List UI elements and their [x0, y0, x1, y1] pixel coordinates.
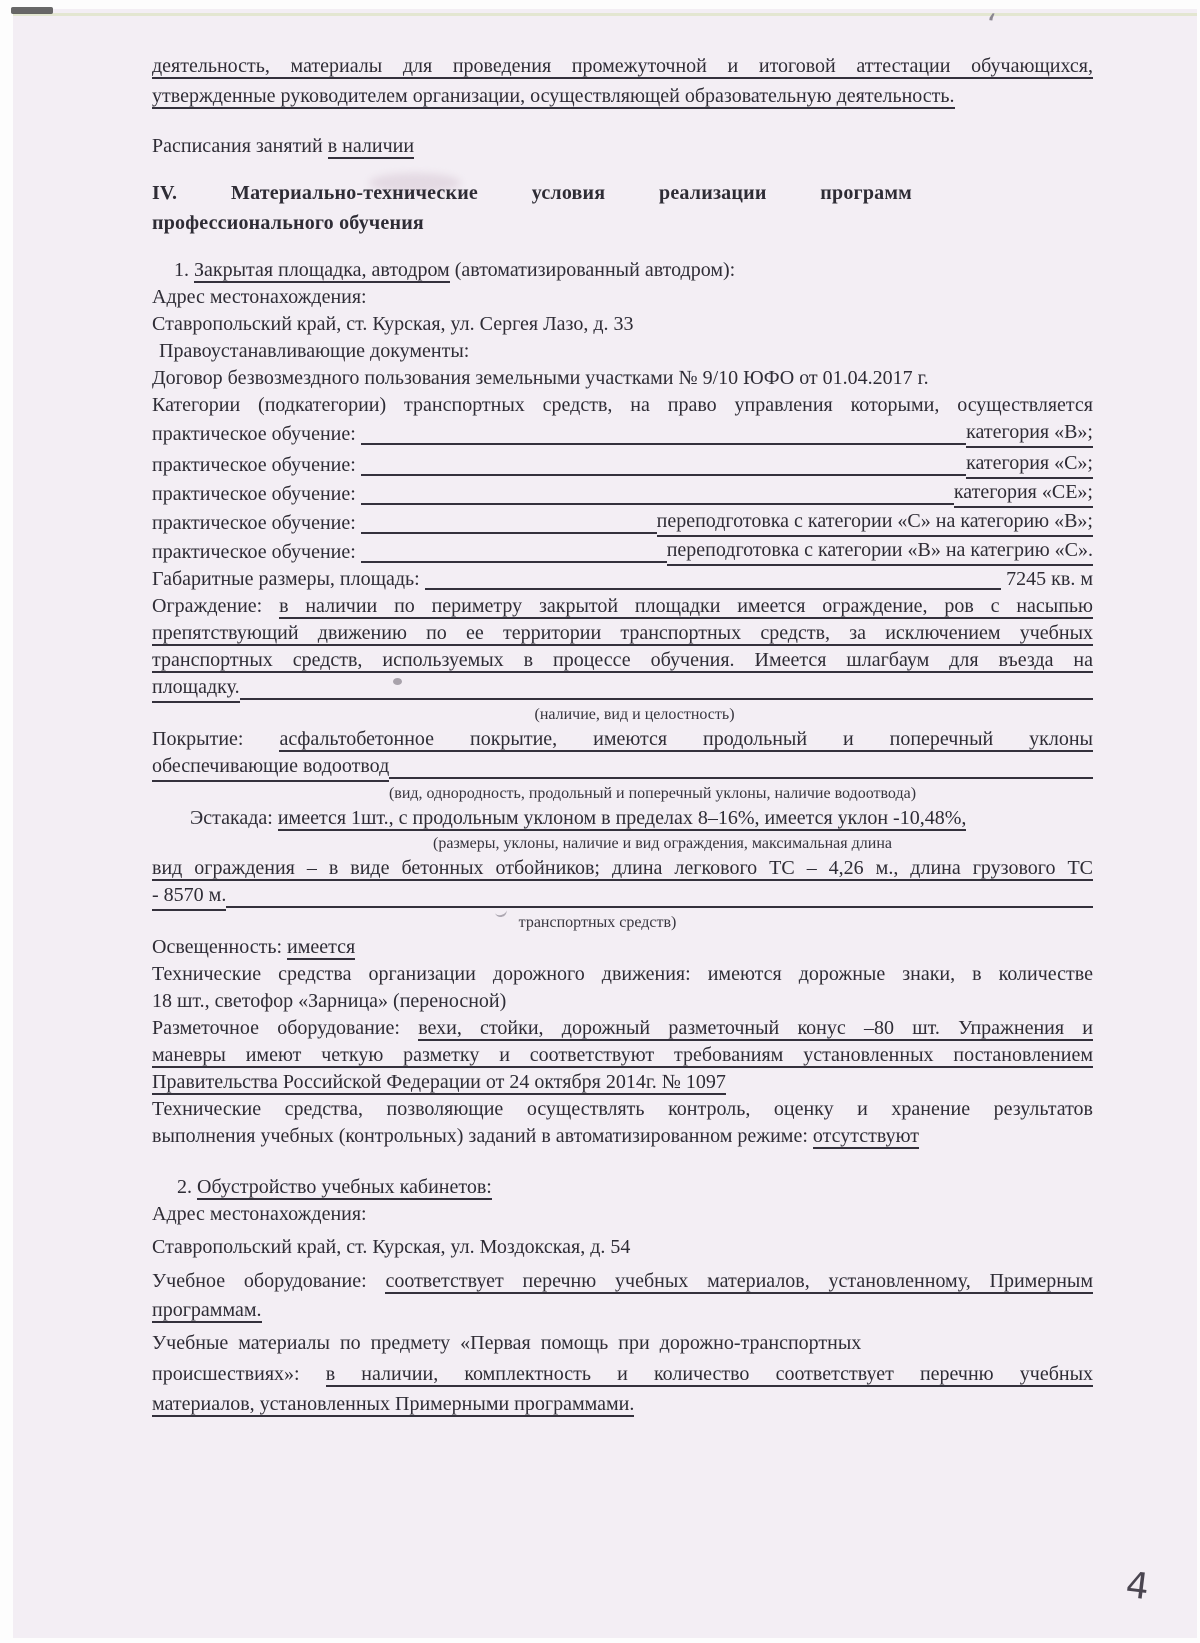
- text-segment: обеспечивающие водоотвод: [152, 753, 389, 782]
- blank-underline: [361, 474, 966, 476]
- blank-underline: [361, 532, 657, 534]
- text-segment: утвержденные руководителем организации, осуществляющей образовательную деятельность.: [152, 85, 955, 107]
- text-segment: категория «В»;: [966, 419, 1093, 448]
- handwritten-tick-mark: ʻ: [983, 7, 998, 44]
- line-address-label-1: [152, 284, 1093, 311]
- text-segment: (автоматизированный автодром):: [449, 259, 736, 281]
- document-body: [152, 53, 1093, 1418]
- text-segment: практическое обучение:: [152, 512, 361, 534]
- line-guardrail-1: [152, 855, 1093, 882]
- line-item2-title: [152, 1174, 1093, 1201]
- text-segment: Учебное оборудование:: [152, 1270, 386, 1292]
- text-segment: категория «СЕ»;: [954, 479, 1093, 508]
- text-segment: маневры имеют четкую разметку и соответствуют требованиям установленных постановлением: [152, 1044, 1093, 1066]
- line-intro-1: [152, 53, 1093, 80]
- text-segment: в наличии по периметру закрытой площадки имеется ограждение, ров с насыпью: [279, 595, 1093, 617]
- line-address-1: [152, 311, 1093, 338]
- text-segment: деятельность, материалы для проведения промежуточной и итоговой аттестации обучающихся,: [152, 55, 1093, 77]
- caption-fence: [164, 703, 1105, 726]
- line-materials-3: [152, 1391, 1093, 1418]
- text-segment: выполнения учебных (контрольных) заданий в автоматизированном режиме:: [152, 1125, 813, 1147]
- text-segment: категория «С»;: [966, 450, 1093, 479]
- line-address-label-2: [152, 1201, 1093, 1228]
- text-segment: Ставропольский край, ст. Курская, ул. Сергея Лазо, д. 33: [152, 313, 634, 335]
- text-segment: материалов, установленных Примерными программами.: [152, 1393, 635, 1415]
- caption-overpass-1: [192, 832, 1133, 855]
- line-traffic-control-2: [152, 988, 1093, 1015]
- text-segment: программам.: [152, 1299, 262, 1321]
- line-materials-1: [152, 1330, 1093, 1357]
- line-training-retrain-b-to-c: [152, 537, 1093, 566]
- text-segment: переподготовка с категории «С» на категорию «В»;: [657, 508, 1093, 537]
- line-training-category-b: [152, 419, 1093, 448]
- text-segment: Технические средства, позволяющие осуществлять контроль, оценку и хранение результатов: [152, 1098, 1093, 1120]
- text-segment: 7245 кв. м: [1001, 568, 1093, 590]
- text-segment: Правоустанавливающие документы:: [159, 340, 470, 362]
- text-segment: Технические средства организации дорожного движения: имеются дорожные знаки, в количестве: [152, 963, 1093, 985]
- text-segment: практическое обучение:: [152, 423, 361, 445]
- line-title-docs-value: [152, 365, 1093, 392]
- text-segment: Расписания занятий: [152, 135, 328, 157]
- text-segment: имеется: [287, 936, 356, 958]
- line-dimensions-area: [152, 566, 1093, 593]
- handwritten-page-number: 4: [1123, 1564, 1152, 1609]
- line-surface-2: [152, 753, 1093, 782]
- line-training-category-c: [152, 450, 1093, 479]
- line-overpass: [152, 805, 1093, 832]
- heading-section-iv-line1: [152, 180, 912, 207]
- text-segment: Разметочное оборудование:: [152, 1017, 419, 1039]
- line-surface-1: [152, 726, 1093, 753]
- line-materials-2: [152, 1361, 1093, 1388]
- text-segment: Освещенность:: [152, 936, 287, 958]
- text-segment: практическое обучение:: [152, 483, 361, 505]
- blank-underline: [361, 561, 667, 563]
- line-address-2: [152, 1234, 1093, 1261]
- blank-underline: [226, 906, 1093, 908]
- blank-underline: [240, 698, 1093, 700]
- line-marking-equipment-1: [152, 1015, 1093, 1042]
- text-segment: практическое обучение:: [152, 454, 361, 476]
- line-auto-control-2: [152, 1123, 1093, 1150]
- text-segment: происшествиях»:: [152, 1363, 326, 1385]
- text-segment: (вид, однородность, продольный и поперечный уклоны, наличие водоотвода): [388, 785, 917, 802]
- text-segment: в наличии: [327, 135, 415, 157]
- text-segment: 2.: [177, 1176, 197, 1198]
- line-training-category-ce: [152, 479, 1093, 508]
- blank-underline: [361, 443, 966, 445]
- text-segment: Договор безвозмездного пользования земельными участками № 9/10 ЮФО от 01.04.2017 г.: [152, 367, 929, 389]
- text-segment: Адрес местонахождения:: [152, 1203, 367, 1225]
- text-segment: вехи, стойки, дорожный разметочный конус –80 шт. Упражнения и: [418, 1017, 1093, 1039]
- text-segment: Адрес местонахождения:: [152, 286, 367, 308]
- text-segment: Категории (подкатегории) транспортных средств, на право управления которыми, осуществляется: [152, 394, 1093, 416]
- text-segment: практическое обучение:: [152, 541, 361, 563]
- line-marking-equipment-2: [152, 1042, 1093, 1069]
- line-schedule: [152, 133, 1093, 160]
- text-segment: Габаритные размеры, площадь:: [152, 568, 425, 590]
- line-title-docs-label: [152, 338, 1093, 365]
- text-segment: IV. Материально-технические условия реализации программ: [152, 182, 912, 204]
- text-segment: (наличие, вид и целостность): [534, 706, 735, 723]
- text-segment: асфальтобетонное покрытие, имеются продольный и поперечный уклоны: [279, 728, 1093, 750]
- text-segment: 18 шт., светофор «Зарница» (переносной): [152, 990, 507, 1012]
- text-segment: в наличии, комплектность и количество соответствует перечню учебных: [325, 1363, 1094, 1385]
- text-segment: отсутствуют: [812, 1125, 920, 1147]
- text-segment: профессионального обучения: [152, 212, 424, 234]
- heading-section-iv-line2: [152, 210, 1093, 237]
- line-traffic-control-1: [152, 961, 1093, 988]
- text-segment: Ограждение:: [152, 595, 280, 617]
- caption-overpass-2: [127, 911, 1068, 934]
- text-segment: транспортных средств, используемых в процессе обучения. Имеется шлагбаум для въезда на: [152, 649, 1093, 671]
- text-segment: - 8570 м.: [152, 882, 226, 911]
- line-training-retrain-c-to-b: [152, 508, 1093, 537]
- text-segment: Учебные материалы по предмету «Первая помощь при дорожно-транспортных: [152, 1332, 862, 1354]
- text-segment: площадку.: [152, 674, 240, 703]
- caption-surface: [182, 782, 1123, 805]
- blank-underline: [425, 588, 1001, 590]
- line-auto-control-1: [152, 1096, 1093, 1123]
- line-lighting: [152, 934, 1093, 961]
- text-segment: Закрытая площадка, автодром: [194, 259, 450, 281]
- line-marking-equipment-3: [152, 1069, 1093, 1096]
- scan-edge-line: [13, 13, 1197, 16]
- blank-underline: [389, 777, 1093, 779]
- text-segment: (размеры, уклоны, наличие и вид ограждения, максимальная длина: [433, 835, 892, 852]
- line-equipment-2: [152, 1297, 1093, 1324]
- line-item1-title: [152, 257, 1093, 284]
- text-segment: 1.: [174, 259, 194, 281]
- text-segment: транспортных средств): [518, 914, 677, 931]
- text-segment: переподготовка с категории «В» на категрию «С».: [667, 537, 1093, 566]
- line-fence-1: [152, 593, 1093, 620]
- scan-corner-mark: [11, 7, 53, 14]
- text-segment: Покрытие:: [152, 728, 280, 750]
- line-equipment-1: [152, 1268, 1093, 1295]
- line-fence-2: [152, 620, 1093, 647]
- text-segment: Обустройство учебных кабинетов:: [197, 1176, 492, 1198]
- line-intro-2: [152, 83, 1093, 110]
- line-fence-3: [152, 647, 1093, 674]
- text-segment: Эстакада:: [190, 807, 278, 829]
- text-segment: соответствует перечню учебных материалов, установленному, Примерным: [385, 1270, 1094, 1292]
- line-guardrail-2: [152, 882, 1093, 911]
- text-segment: имеется 1шт., с продольным уклоном в пределах 8–16%, имеется уклон -10,48%,: [277, 807, 967, 829]
- text-segment: вид ограждения – в виде бетонных отбойников; длина легкового ТС – 4,26 м., длина грузового ТС: [152, 857, 1093, 879]
- blank-underline: [361, 503, 954, 505]
- text-segment: Ставропольский край, ст. Курская, ул. Моздокская, д. 54: [152, 1236, 631, 1258]
- text-segment: препятствующий движению по ее территории транспортных средств, за исключением учебных: [152, 622, 1093, 644]
- line-fence-4: [152, 674, 1093, 703]
- text-segment: Правительства Российской Федерации от 24 октября 2014г. № 1097: [152, 1071, 726, 1093]
- line-categories-intro: [152, 392, 1093, 419]
